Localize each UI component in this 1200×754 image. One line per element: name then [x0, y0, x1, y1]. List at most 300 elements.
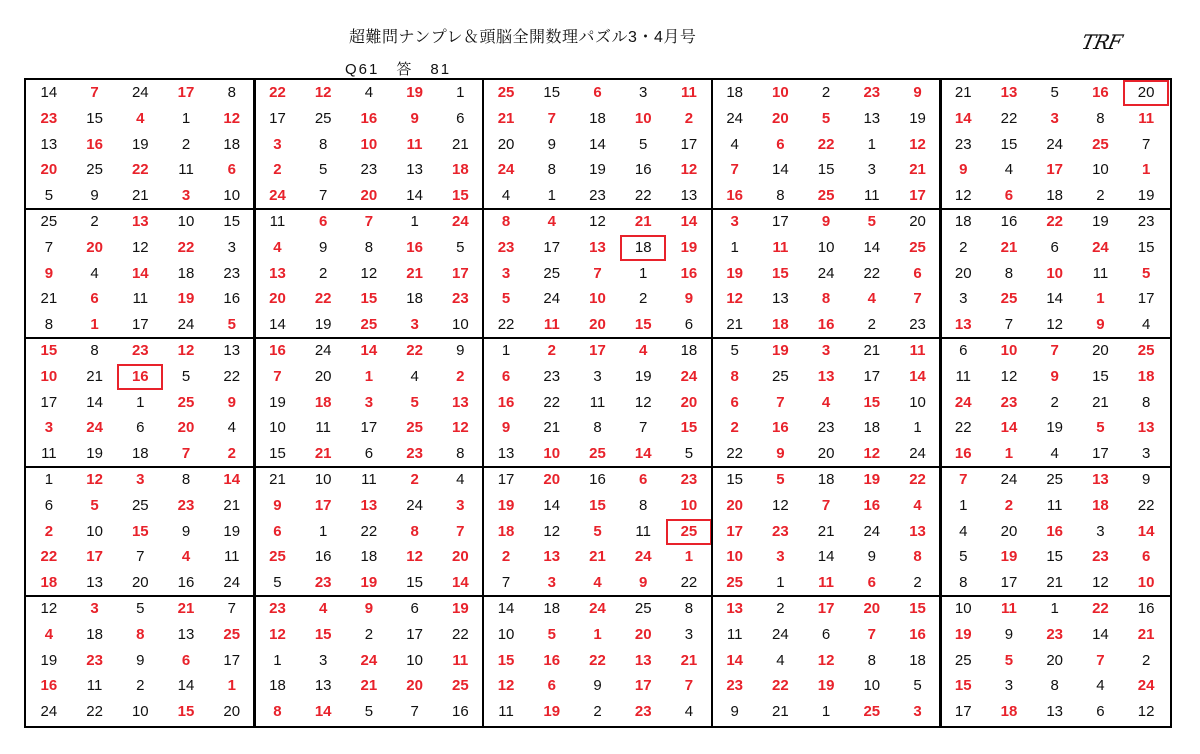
grid-cell: 3	[1141, 445, 1151, 463]
grid-cell: 22	[86, 703, 103, 721]
grid-cell: 14	[360, 341, 378, 359]
grid-cell: 18	[451, 161, 469, 179]
grid-cell: 5	[867, 212, 876, 230]
grid-cell: 9	[776, 445, 785, 463]
grid-cell: 8	[90, 341, 99, 359]
grid-cell: 24	[1137, 677, 1155, 695]
grid-cell: 19	[451, 599, 469, 617]
grid-cell: 5	[1141, 264, 1151, 282]
grid-cell: 4	[1050, 445, 1059, 463]
grid-cell: 12	[451, 419, 469, 437]
grid-cell: 19	[589, 161, 606, 179]
grid-cell: 8	[730, 367, 739, 385]
grid-cell: 12	[543, 522, 561, 540]
grid-cell: 15	[406, 574, 423, 592]
grid-cell: 3	[319, 651, 328, 669]
grid-cell: 17	[406, 625, 423, 643]
grid-cell: 19	[1092, 212, 1109, 230]
grid-cell: 4	[319, 599, 328, 617]
grid-cell: 25	[1046, 470, 1064, 488]
grid-cell: 12	[954, 187, 972, 205]
grid-cell: 16	[954, 445, 972, 463]
grid-cell: 3	[684, 625, 694, 643]
grid-cell: 4	[44, 625, 54, 643]
grid-cell: 13	[680, 187, 698, 205]
grid-cell: 10	[1046, 264, 1064, 282]
grid-cell: 25	[863, 703, 881, 721]
grid-cell: 4	[410, 367, 419, 385]
grid-cell: 5	[227, 316, 236, 334]
grid-cell: 25	[177, 393, 195, 411]
grid-cell: 17	[726, 522, 743, 540]
grid-cell: 3	[730, 212, 739, 230]
grid-cell: 16	[726, 187, 743, 205]
grid-cell: 17	[954, 703, 972, 721]
grid-cell: 16	[40, 677, 58, 695]
grid-cell: 11	[864, 187, 880, 205]
grid-cell: 1	[90, 316, 99, 334]
grid-cell: 1	[867, 135, 876, 153]
grid-cell: 16	[1046, 522, 1064, 540]
grid-cell: 14	[451, 574, 469, 592]
grid-cell: 2	[227, 445, 236, 463]
grid-cell: 20	[497, 135, 515, 153]
box-divider-horizontal	[26, 595, 1170, 598]
grid-cell: 16	[269, 341, 286, 359]
grid-cell: 15	[1092, 367, 1109, 385]
signature: TRF	[1079, 30, 1124, 54]
box-divider-horizontal	[26, 337, 1170, 340]
grid-cell: 14	[1092, 625, 1109, 643]
grid-cell: 5	[959, 548, 968, 566]
grid-cell: 18	[620, 235, 666, 261]
grid-cell: 16	[1000, 212, 1018, 230]
grid-cell: 10	[269, 419, 286, 437]
grid-cell: 17	[86, 548, 103, 566]
grid-cell: 3	[364, 393, 374, 411]
grid-cell: 9	[1004, 625, 1014, 643]
grid-cell: 5	[547, 625, 556, 643]
grid-cell: 2	[1141, 651, 1151, 669]
grid-cell: 13	[497, 445, 515, 463]
grid-cell: 18	[772, 316, 789, 334]
grid-cell: 10	[406, 651, 423, 669]
grid-cell: 10	[589, 290, 606, 308]
grid-cell: 20	[360, 187, 378, 205]
grid-cell: 23	[863, 83, 881, 101]
grid-cell: 17	[131, 316, 149, 334]
grid-cell: 24	[131, 83, 149, 101]
grid-cell: 18	[177, 264, 195, 282]
grid-cell: 8	[1004, 264, 1014, 282]
grid-cell: 11	[1046, 496, 1063, 514]
grid-cell: 13	[406, 161, 423, 179]
grid-cell: 14	[589, 135, 606, 153]
grid-cell: 8	[410, 522, 419, 540]
grid-cell: 22	[223, 367, 241, 385]
grid-cell: 7	[730, 161, 739, 179]
grid-cell: 22	[1046, 212, 1064, 230]
grid-cell: 3	[1004, 677, 1014, 695]
grid-cell: 11	[178, 161, 194, 179]
grid-cell: 23	[177, 496, 195, 514]
grid-cell: 4	[227, 419, 236, 437]
grid-cell: 13	[131, 212, 149, 230]
grid-cell: 17	[772, 212, 789, 230]
grid-cell: 11	[635, 522, 651, 540]
grid-cell: 25	[497, 83, 515, 101]
grid-cell: 12	[406, 548, 423, 566]
grid-cell: 2	[319, 264, 328, 282]
grid-cell: 13	[954, 316, 972, 334]
grid-cell: 21	[406, 264, 423, 282]
grid-cell: 4	[364, 83, 374, 101]
grid-cell: 20	[1092, 341, 1109, 359]
grid-cell: 3	[1050, 109, 1059, 127]
grid-cell: 4	[730, 135, 739, 153]
grid-cell: 8	[364, 238, 374, 256]
grid-cell: 15	[1137, 238, 1155, 256]
grid-cell: 1	[1004, 445, 1014, 463]
grid-cell: 18	[863, 419, 881, 437]
grid-cell: 19	[177, 290, 195, 308]
grid-cell: 8	[593, 419, 602, 437]
grid-cell: 21	[634, 212, 652, 230]
grid-cell: 4	[821, 393, 831, 411]
grid-cell: 9	[639, 574, 648, 592]
grid-cell: 17	[314, 496, 332, 514]
grid-cell: 22	[451, 625, 469, 643]
grid-cell: 12	[1137, 703, 1155, 721]
grid-cell: 4	[547, 212, 556, 230]
grid-cell: 1	[181, 109, 191, 127]
grid-cell: 6	[913, 264, 922, 282]
grid-cell: 8	[1050, 677, 1059, 695]
grid-cell: 22	[406, 341, 423, 359]
grid-cell: 18	[360, 548, 378, 566]
grid-cell: 20	[863, 599, 881, 617]
grid-cell: 5	[273, 574, 282, 592]
grid-cell: 7	[1050, 341, 1059, 359]
grid-cell: 19	[772, 341, 789, 359]
grid-cell: 24	[726, 109, 743, 127]
grid-cell: 3	[501, 264, 511, 282]
grid-cell: 25	[1137, 341, 1155, 359]
grid-cell: 5	[593, 522, 602, 540]
grid-cell: 5	[501, 290, 511, 308]
grid-cell: 12	[314, 83, 332, 101]
grid-cell: 11	[1001, 599, 1017, 617]
grid-cell: 7	[319, 187, 328, 205]
grid-cell: 2	[90, 212, 99, 230]
grid-cell: 16	[543, 651, 561, 669]
grid-cell: 21	[1046, 574, 1064, 592]
grid-cell: 16	[589, 470, 606, 488]
grid-cell: 13	[726, 599, 743, 617]
grid-cell: 19	[406, 83, 423, 101]
grid-cell: 25	[406, 419, 423, 437]
grid-cell: 1	[639, 264, 648, 282]
grid-cell: 24	[451, 212, 469, 230]
grid-cell: 12	[1000, 367, 1018, 385]
grid-cell: 2	[639, 290, 648, 308]
grid-cell: 9	[364, 599, 374, 617]
grid-cell: 10	[497, 625, 515, 643]
grid-cell: 22	[497, 316, 515, 334]
grid-cell: 25	[589, 445, 606, 463]
grid-cell: 23	[360, 161, 378, 179]
grid-cell: 10	[40, 367, 58, 385]
grid-cell: 11	[406, 135, 423, 153]
grid-cell: 1	[319, 522, 328, 540]
grid-cell: 9	[1141, 470, 1151, 488]
grid-cell: 23	[497, 238, 515, 256]
grid-cell: 1	[44, 470, 54, 488]
grid-cell: 19	[817, 677, 835, 695]
grid-cell: 15	[1046, 548, 1064, 566]
grid-cell: 22	[314, 290, 332, 308]
grid-cell: 14	[86, 393, 103, 411]
grid-cell: 25	[817, 187, 835, 205]
grid-cell: 2	[136, 677, 145, 695]
grid-cell: 24	[223, 574, 241, 592]
grid-cell: 12	[909, 135, 926, 153]
grid-cell: 18	[1092, 496, 1109, 514]
grid-cell: 23	[954, 135, 972, 153]
grid-cell: 9	[730, 703, 739, 721]
grid-cell: 4	[456, 470, 465, 488]
grid-cell: 13	[1000, 83, 1018, 101]
grid-cell: 7	[959, 470, 968, 488]
grid-cell: 19	[543, 703, 561, 721]
grid-cell: 6	[1096, 703, 1105, 721]
grid-cell: 4	[1004, 161, 1014, 179]
grid-cell: 1	[730, 238, 739, 256]
grid-cell: 22	[726, 445, 743, 463]
grid-cell: 23	[1092, 548, 1109, 566]
grid-cell: 7	[181, 445, 191, 463]
grid-cell: 4	[639, 341, 648, 359]
grid-cell: 6	[1050, 238, 1059, 256]
box-divider-vertical	[939, 80, 942, 726]
grid-cell: 23	[86, 651, 103, 669]
grid-cell: 14	[1137, 522, 1155, 540]
grid-cell: 3	[593, 367, 602, 385]
grid-cell: 5	[319, 161, 328, 179]
grid-cell: 8	[913, 548, 922, 566]
grid-cell: 10	[314, 470, 332, 488]
grid-cell: 12	[223, 109, 241, 127]
grid-cell: 9	[410, 109, 419, 127]
grid-cell: 1	[959, 496, 968, 514]
grid-cell: 8	[1096, 109, 1105, 127]
grid-cell: 9	[319, 238, 328, 256]
grid-cell: 15	[497, 651, 515, 669]
grid-cell: 12	[680, 161, 698, 179]
grid-cell: 14	[1046, 290, 1064, 308]
grid-cell: 1	[1141, 161, 1151, 179]
grid-cell: 21	[314, 445, 332, 463]
grid-cell: 5	[90, 496, 99, 514]
grid-cell: 6	[776, 135, 785, 153]
grid-cell: 12	[177, 341, 195, 359]
grid-cell: 25	[909, 238, 926, 256]
grid-cell: 7	[227, 599, 236, 617]
grid-cell: 9	[821, 212, 831, 230]
grid-cell: 7	[90, 83, 99, 101]
grid-cell: 15	[954, 677, 972, 695]
grid-cell: 18	[40, 574, 58, 592]
grid-cell: 16	[223, 290, 241, 308]
grid-cell: 14	[634, 445, 652, 463]
grid-cell: 15	[589, 496, 606, 514]
grid-cell: 3	[639, 83, 648, 101]
grid-cell: 5	[913, 677, 922, 695]
grid-cell: 4	[959, 522, 968, 540]
grid-cell: 8	[181, 470, 191, 488]
grid-cell: 18	[909, 651, 926, 669]
grid-cell: 20	[954, 264, 972, 282]
grid-cell: 10	[726, 548, 743, 566]
grid-cell: 8	[959, 574, 968, 592]
grid-cell: 24	[1092, 238, 1109, 256]
grid-cell: 11	[269, 212, 286, 230]
grid-cell: 17	[223, 651, 241, 669]
grid-cell: 18	[543, 599, 561, 617]
grid-cell: 12	[1046, 316, 1064, 334]
grid-cell: 10	[177, 212, 195, 230]
grid-cell: 3	[776, 548, 785, 566]
grid-cell: 2	[1050, 393, 1059, 411]
grid-cell: 21	[680, 651, 698, 669]
grid-cell: 1	[1096, 290, 1105, 308]
puzzle-grid	[24, 78, 1172, 728]
grid-cell: 7	[136, 548, 145, 566]
grid-cell: 1	[364, 367, 374, 385]
grid-cell: 17	[451, 264, 469, 282]
grid-cell: 22	[1000, 109, 1018, 127]
grid-cell: 22	[909, 470, 926, 488]
grid-cell: 17	[589, 341, 606, 359]
grid-cell: 12	[634, 393, 652, 411]
grid-cell: 7	[1141, 135, 1151, 153]
grid-cell: 2	[273, 161, 282, 179]
grid-cell: 6	[181, 651, 191, 669]
grid-cell: 22	[589, 651, 606, 669]
grid-cell: 4	[181, 548, 191, 566]
grid-cell: 12	[589, 212, 606, 230]
grid-cell: 6	[547, 677, 556, 695]
grid-cell: 25	[451, 677, 469, 695]
grid-cell: 11	[955, 367, 972, 385]
grid-cell: 6	[44, 496, 54, 514]
grid-cell: 11	[1092, 264, 1109, 282]
grid-cell: 19	[726, 264, 743, 282]
grid-cell: 2	[456, 367, 465, 385]
grid-cell: 12	[497, 677, 515, 695]
grid-cell: 21	[360, 677, 378, 695]
grid-cell: 5	[1004, 651, 1014, 669]
grid-cell: 19	[863, 470, 881, 488]
grid-cell: 20	[406, 677, 423, 695]
grid-cell: 10	[817, 238, 835, 256]
grid-cell: 18	[1000, 703, 1018, 721]
grid-cell: 19	[1137, 187, 1155, 205]
grid-cell: 21	[589, 548, 606, 566]
grid-cell: 12	[817, 651, 835, 669]
grid-cell: 14	[726, 651, 743, 669]
grid-cell: 7	[684, 677, 694, 695]
grid-cell: 11	[818, 574, 835, 592]
grid-cell: 6	[593, 83, 602, 101]
grid-cell: 7	[1004, 316, 1014, 334]
box-divider-vertical	[253, 80, 256, 726]
grid-cell: 20	[909, 212, 926, 230]
grid-cell: 20	[680, 393, 698, 411]
grid-cell: 1	[136, 393, 145, 411]
grid-cell: 24	[314, 341, 332, 359]
grid-cell: 15	[86, 109, 103, 127]
grid-cell: 25	[223, 625, 241, 643]
grid-cell: 19	[86, 445, 103, 463]
grid-cell: 16	[863, 496, 881, 514]
grid-cell: 21	[1092, 393, 1109, 411]
grid-cell: 11	[498, 703, 514, 721]
grid-cell: 9	[547, 135, 556, 153]
grid-cell: 9	[913, 83, 922, 101]
grid-cell: 4	[593, 574, 602, 592]
grid-cell: 13	[360, 496, 378, 514]
grid-cell: 22	[772, 677, 789, 695]
grid-cell: 1	[684, 548, 694, 566]
grid-cell: 9	[136, 651, 145, 669]
grid-cell: 9	[501, 419, 511, 437]
grid-cell: 8	[547, 161, 556, 179]
grid-cell: 1	[501, 341, 511, 359]
grid-cell: 10	[1092, 161, 1109, 179]
grid-cell: 6	[1141, 548, 1151, 566]
grid-cell: 23	[772, 522, 789, 540]
grid-cell: 18	[817, 470, 835, 488]
grid-cell: 4	[1096, 677, 1105, 695]
grid-cell: 23	[1046, 625, 1064, 643]
box-divider-horizontal	[26, 208, 1170, 211]
grid-cell: 24	[909, 445, 926, 463]
grid-cell: 13	[223, 341, 241, 359]
grid-cell: 2	[913, 574, 922, 592]
grid-cell: 22	[543, 393, 561, 411]
grid-cell: 6	[821, 625, 831, 643]
grid-cell: 21	[863, 341, 881, 359]
grid-cell: 15	[269, 445, 286, 463]
grid-cell: 21	[497, 109, 515, 127]
grid-cell: 17	[634, 677, 652, 695]
grid-cell: 24	[589, 599, 606, 617]
grid-cell: 8	[501, 212, 511, 230]
grid-cell: 13	[40, 135, 58, 153]
grid-cell: 22	[634, 187, 652, 205]
grid-cell: 7	[364, 212, 374, 230]
grid-cell: 13	[543, 548, 561, 566]
grid-cell: 9	[867, 548, 876, 566]
grid-cell: 20	[589, 316, 606, 334]
grid-cell: 6	[501, 367, 511, 385]
grid-cell: 13	[772, 290, 789, 308]
grid-cell: 17	[1137, 290, 1155, 308]
grid-cell: 19	[40, 651, 58, 669]
grid-cell: 16	[680, 264, 698, 282]
grid-cell: 5	[776, 470, 785, 488]
